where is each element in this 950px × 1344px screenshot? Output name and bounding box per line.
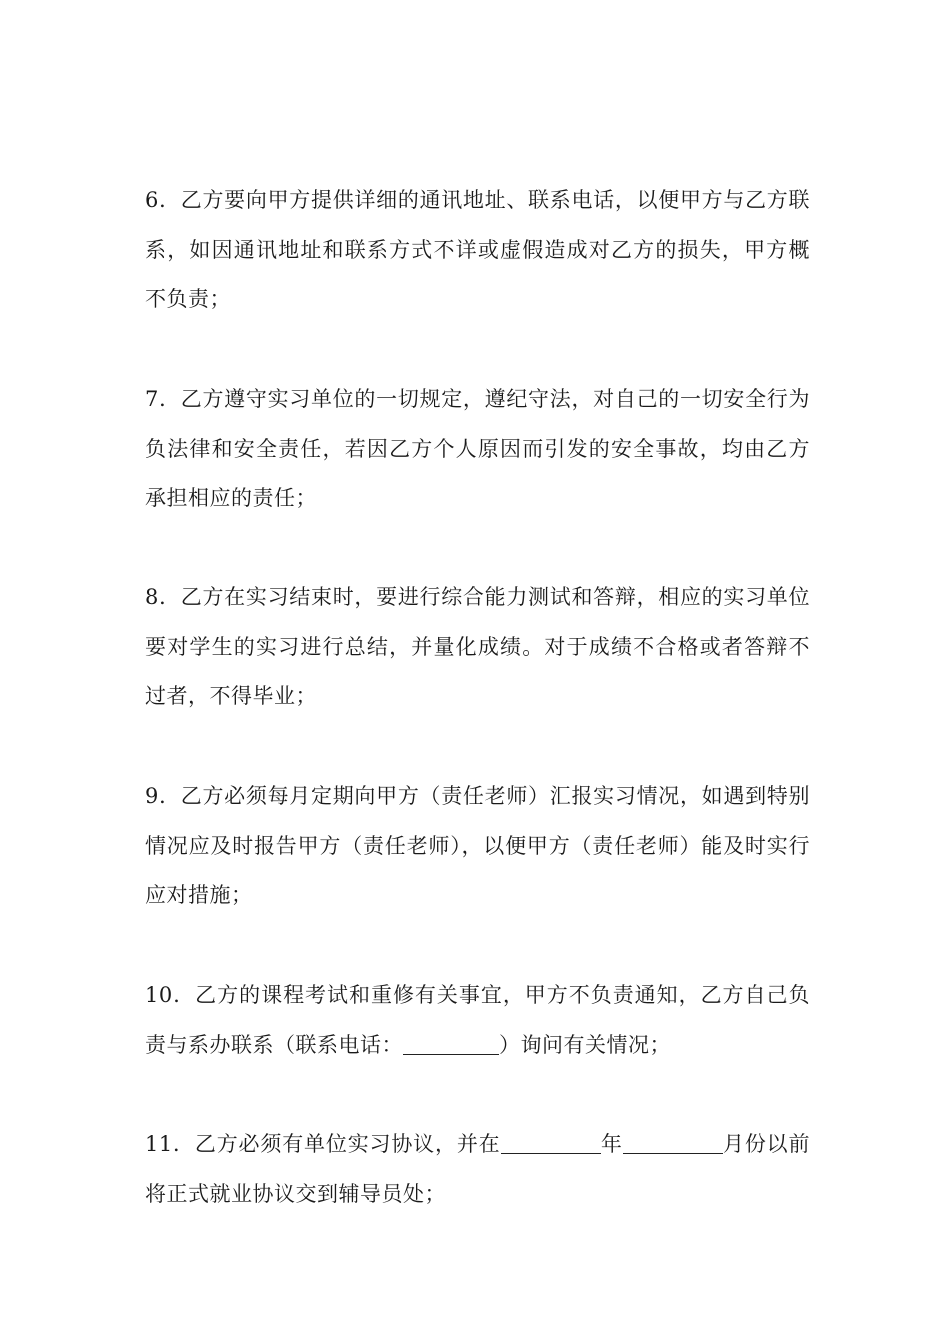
clause-8 <box>145 573 810 722</box>
clause-10-text-before: 10．乙方的课程考试和重修有关事宜，甲方不负责通知，乙方自己负责与系办联系（联系电话： <box>145 983 810 1057</box>
clause-11-month-label: 月份以 <box>722 1132 789 1156</box>
clause-11-text-before: 11．乙方必须有单位实习协议，并在 <box>145 1132 501 1156</box>
clause-11-year-label: 年 <box>600 1132 623 1156</box>
clause-7-text: 7．乙方遵守实习单位的一切规定，遵纪守法，对自己的一切安全行为负法律和安全责任，若因乙方个人原因而引发的安全事故，均由乙方承担相应的责任； <box>145 387 810 510</box>
clause-7 <box>145 375 810 524</box>
clause-6 <box>145 176 810 325</box>
clause-6-text: 6．乙方要向甲方提供详细的通讯地址、联系电话，以便甲方与乙方联系，如因通讯地址和联系方式不详或虚假造成对乙方的损失，甲方概不负责； <box>145 188 810 311</box>
clause-9 <box>145 772 810 921</box>
year-blank-field[interactable] <box>501 1132 601 1154</box>
clause-10 <box>145 971 810 1070</box>
clause-8-text: 8．乙方在实习结束时，要进行综合能力测试和答辩，相应的实习单位要对学生的实习进行总结，并量化成绩。对于成绩不合格或者答辩不过者，不得毕业； <box>145 585 810 708</box>
clause-11 <box>145 1120 810 1219</box>
month-blank-field[interactable] <box>623 1132 723 1154</box>
clause-9-text: 9．乙方必须每月定期向甲方（责任老师）汇报实习情况，如遇到特别情况应及时报告甲方（责任老师），以便甲方（责任老师）能及时实行应对措施； <box>145 784 810 907</box>
clause-11-text-after: 前将正式就业协议交到辅导员处； <box>145 1132 811 1206</box>
clause-10-text-after: ）询问有关情况； <box>499 1032 671 1057</box>
phone-blank-field[interactable] <box>403 1033 499 1055</box>
